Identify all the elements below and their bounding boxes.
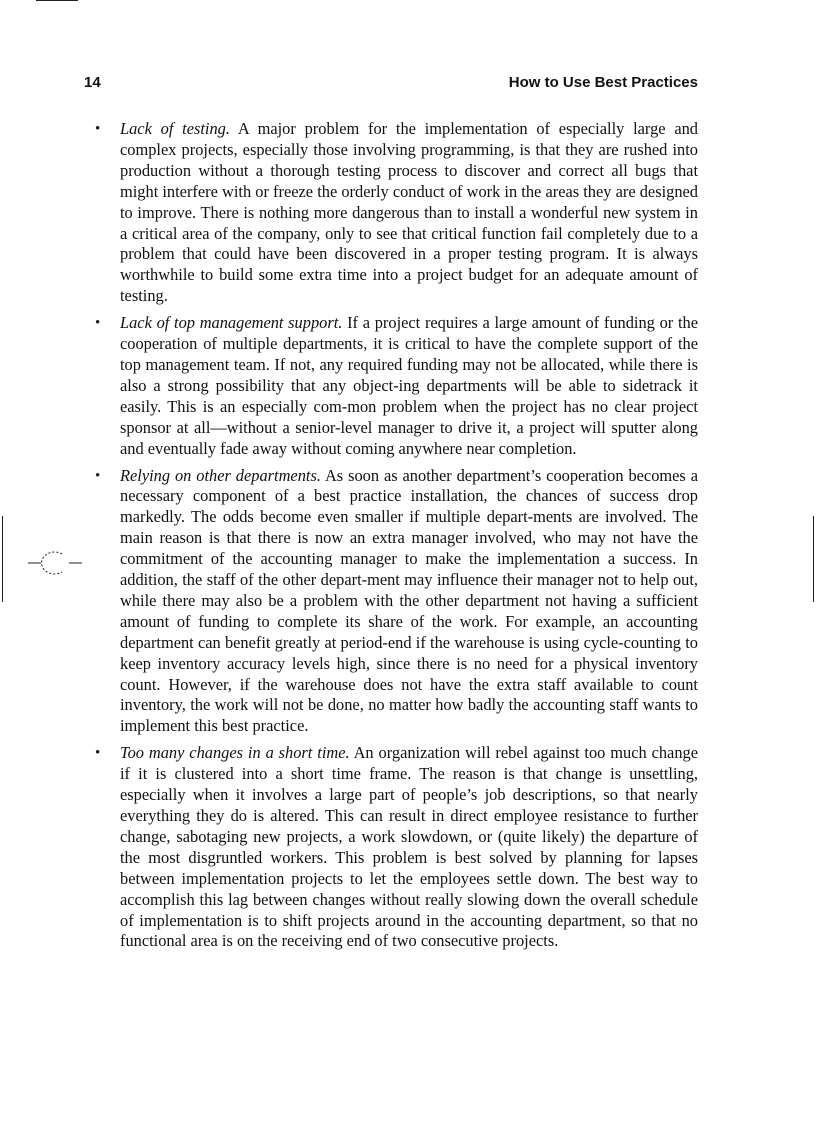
bullet-text: A major problem for the implementation of especially large and complex projects, especially those involving programming, is that they are rushed into production without a thorough testing process to discover and correct all bugs that might interfere with or freeze the orderly conduct of work in the areas they are designed to improve. There is nothing more dangerous than to install a wonderful new system in a critical area of the company, only to see that critical function fail completely due to a problem that could have been discovered in a proper testing program. It is always worthwhile to build some extra time into a project budget for an adequate amount of testing.	[120, 119, 699, 306]
running-title: How to Use Best Practices	[508, 74, 698, 91]
crop-mark-top	[36, 0, 78, 1]
edge-mark-right	[813, 516, 814, 602]
bullet-item-too-many-changes	[84, 743, 698, 952]
edge-mark-left	[2, 516, 3, 602]
registration-mark-icon	[28, 548, 82, 578]
bullet-text: As soon as another department’s cooperation becomes a necessary component of a best practice installation, the chances of success drop markedly. The odds become even smaller if multiple depart-ments are involved. The main reason is that there is now an extra manager involved, who may not have the commitment of the accounting manager to make the implementation a success. In addition, the staff of the other depart-ment may influence their manager not to help out, while there may also be a problem with the other department not having a sufficient amount of funding to complete its share of the work. For example, an accounting department can benefit greatly at period-end if the warehouse is using cycle-counting to keep inventory accuracy levels high, since there is no need for a physical inventory count. However, if the warehouse does not have the extra staff available to count inventory, the work will not be done, no matter how badly the accounting staff wants to implement this best practice.	[120, 465, 698, 736]
bullet-icon: •	[95, 745, 101, 762]
bullet-text: An organization will rebel against too much change if it is clustered into a short time frame. The reason is that change is unsettling, especially when it involves a large part of people’s job descriptions, so that nearly everything they do is altered. This can result in direct employee resistance to further change, sabotaging new projects, a work slowdown, or (quite likely) the departure of the most disgruntled workers. This problem is best solved by planning for lapses between implementation projects to let the employees settle down. The best way to accomplish this lag between changes without really slowing down the overall schedule of implementation is to shift projects around in the accounting department, so that no functional area is on the receiving end of two consecutive projects.	[120, 743, 698, 951]
bullet-icon: •	[95, 121, 101, 137]
bullet-item-management-support	[84, 313, 698, 459]
bullet-list	[84, 119, 698, 952]
bullet-term: Relying on other departments.	[120, 465, 321, 485]
bullet-term: Lack of top management support.	[120, 313, 343, 333]
bullet-text: If a project requires a large amount of funding or the cooperation of multiple departments, it is critical to have the complete support of the top management team. If not, any required funding may not be allocated, while there is also a strong possibility that any object-ing departments will be able to sidetrack it easily. This is an especially com-mon problem when the project has no clear project sponsor at all—without a senior-level manager to drive it, a project will sputter along and eventually fade away without coming anywhere near completion.	[120, 313, 698, 458]
bullet-icon: •	[95, 467, 101, 484]
bullet-term: Lack of testing.	[120, 119, 230, 138]
bullet-term: Too many changes in a short time.	[120, 743, 350, 763]
bullet-item-other-departments	[84, 466, 698, 738]
page-header	[84, 74, 698, 91]
page-number: 14	[84, 74, 101, 91]
bullet-icon: •	[95, 315, 101, 332]
bullet-item-lack-of-testing	[84, 119, 698, 307]
